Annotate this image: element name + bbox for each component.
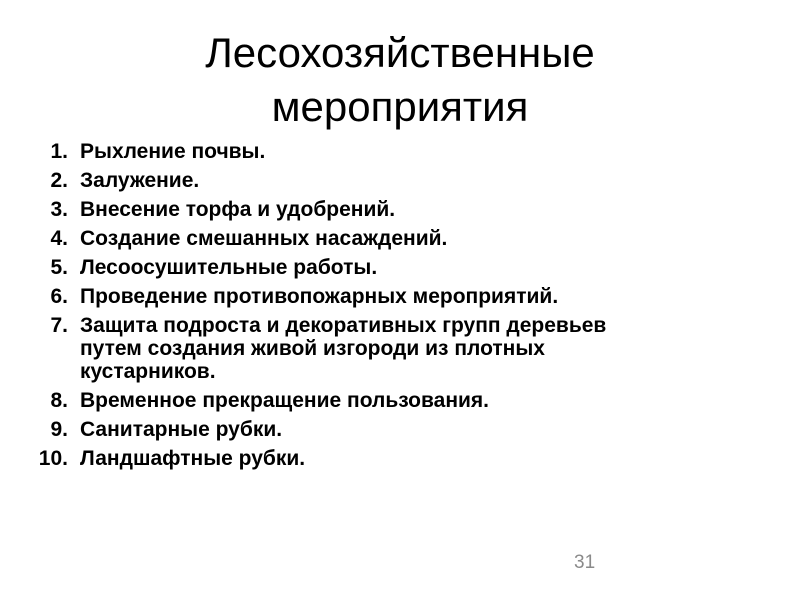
measures-list xyxy=(22,140,782,476)
slide-title-line-1: Лесохозяйственные xyxy=(205,29,595,76)
list-item xyxy=(22,198,782,221)
list-item-number: 2. xyxy=(50,169,68,192)
list-item xyxy=(22,418,782,441)
list-item-number: 9. xyxy=(50,418,68,441)
list-item-number: 7. xyxy=(50,314,68,337)
list-item-text: Лесоосушительные работы. xyxy=(80,256,378,279)
page-number: 31 xyxy=(574,552,596,573)
list-item-number: 8. xyxy=(50,389,68,412)
list-item-text: Внесение торфа и удобрений. xyxy=(80,198,396,221)
list-item-text: Рыхление почвы. xyxy=(80,140,266,163)
slide-title-line-2: мероприятия xyxy=(271,83,529,130)
list-item xyxy=(22,389,782,412)
list-item-text: Ландшафтные рубки. xyxy=(80,447,306,470)
list-item xyxy=(22,169,782,192)
list-item-text: Проведение противопожарных мероприятий. xyxy=(80,285,559,308)
list-item-number: 6. xyxy=(50,285,68,308)
list-item-text: Создание смешанных насаждений. xyxy=(80,227,448,250)
slide-title xyxy=(0,26,800,134)
list-item-text: Залужение. xyxy=(80,169,200,192)
list-item-number: 5. xyxy=(50,256,68,279)
list-item xyxy=(22,285,782,308)
list-item xyxy=(22,140,782,163)
list-item-text: Защита подроста и декоративных групп деревьев путем создания живой изгороди из плотных кустарников. xyxy=(80,314,607,383)
list-item-number: 4. xyxy=(50,227,68,250)
list-item-number: 1. xyxy=(50,140,68,163)
list-item-number: 3. xyxy=(50,198,68,221)
list-item-text: Временное прекращение пользования. xyxy=(80,389,490,412)
list-item xyxy=(22,314,782,383)
list-item xyxy=(22,256,782,279)
list-item-text: Санитарные рубки. xyxy=(80,418,283,441)
list-item xyxy=(22,447,782,470)
list-item xyxy=(22,227,782,250)
list-item-number: 10. xyxy=(38,447,68,470)
